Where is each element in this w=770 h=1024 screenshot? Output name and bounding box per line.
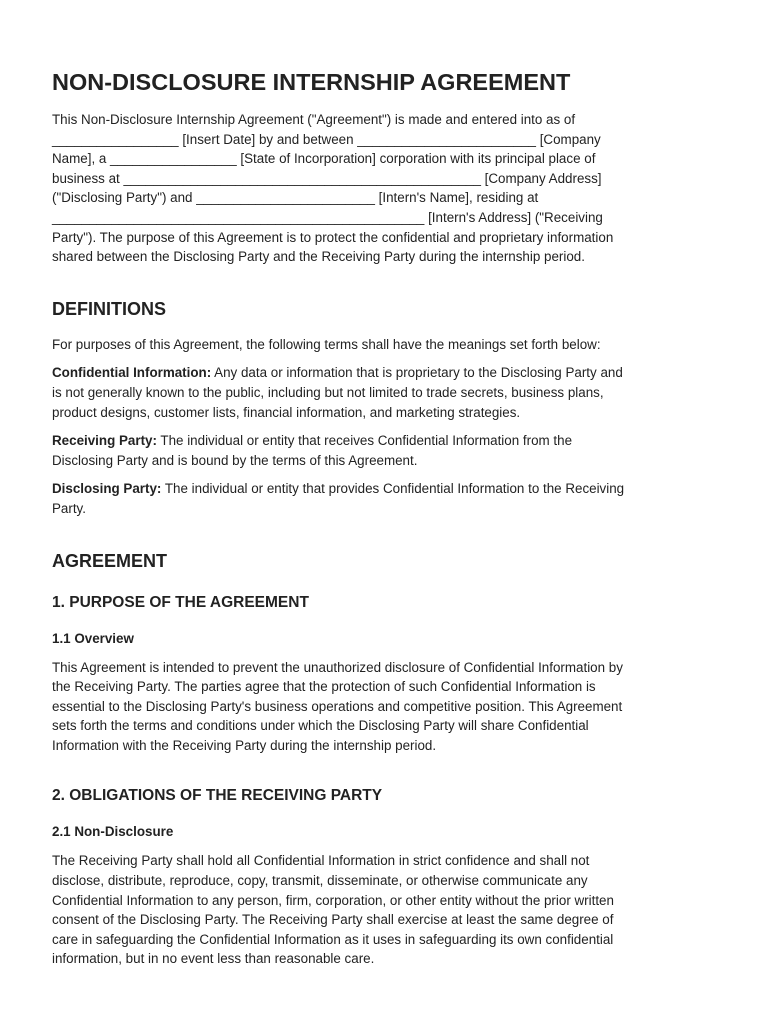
- section-2-1-heading: 2.1 Non-Disclosure: [52, 824, 174, 840]
- intro-line: business at ________________________________________________ [Company Address]: [52, 170, 602, 186]
- paragraph-line: the Receiving Party. The parties agree that the protection of such Confidential Information is: [52, 679, 596, 695]
- definition-text: The individual or entity that receives Confidential Information from the: [156, 433, 573, 449]
- definition-confidential-information: [52, 363, 718, 422]
- document-page: [52, 66, 718, 969]
- paragraph-line: information, but in no event less than reasonable care.: [52, 951, 375, 967]
- intro-line: Party"). The purpose of this Agreement is to protect the confidential and proprietary information: [52, 229, 614, 245]
- definition-term: Disclosing Party:: [52, 481, 162, 497]
- section-1-heading: 1. PURPOSE OF THE AGREEMENT: [52, 593, 309, 611]
- paragraph-line: care in safeguarding the Confidential Information as it uses in safeguarding its own confidential: [52, 931, 614, 947]
- definitions-heading: DEFINITIONS: [52, 298, 167, 319]
- intro-line: shared between the Disclosing Party and the Receiving Party during the internship period.: [52, 249, 585, 265]
- definition-term: Confidential Information:: [52, 365, 212, 381]
- section-2-heading: 2. OBLIGATIONS OF THE RECEIVING PARTY: [52, 787, 383, 805]
- document-title: NON-DISCLOSURE INTERNSHIP AGREEMENT: [52, 69, 571, 95]
- definition-text: Any data or information that is proprietary to the Disclosing Party and: [211, 365, 623, 381]
- section-1-1-paragraph: [52, 658, 718, 756]
- agreement-heading: AGREEMENT: [52, 550, 168, 571]
- paragraph-line: disclose, distribute, reproduce, copy, transmit, disseminate, or otherwise communicate any: [52, 873, 588, 889]
- paragraph-line: essential to the Disclosing Party's business operations and competitive position. This Agreement: [52, 698, 623, 714]
- intro-line: Name], a _________________ [State of Incorporation] corporation with its principal place of: [52, 151, 596, 167]
- definition-text: Party.: [52, 500, 86, 516]
- paragraph-line: This Agreement is intended to prevent the unauthorized disclosure of Confidential Information by: [52, 659, 623, 675]
- definition-text: is not generally known to the public, including but not limited to trade secrets, business plans,: [52, 384, 604, 400]
- definition-receiving-party: [52, 431, 718, 470]
- definition-text: Disclosing Party and is bound by the terms of this Agreement.: [52, 452, 418, 468]
- paragraph-line: sets forth the terms and conditions under which the Disclosing Party will share Confidential: [52, 718, 589, 734]
- intro-line: __________________________________________________ [Intern's Address] ("Receiving: [52, 209, 603, 225]
- paragraph-line: Information with the Receiving Party during the internship period.: [52, 737, 437, 753]
- intro-paragraph: [52, 110, 718, 267]
- intro-line: _________________ [Insert Date] by and between ________________________ [Company: [52, 131, 601, 147]
- paragraph-line: The Receiving Party shall hold all Confidential Information in strict confidence and shall not: [52, 853, 590, 869]
- paragraph-line: Confidential Information to any person, firm, corporation, or other entity without the prior written: [52, 892, 614, 908]
- intro-line: This Non-Disclosure Internship Agreement ("Agreement") is made and entered into as of: [52, 112, 576, 127]
- definition-disclosing-party: [52, 479, 718, 518]
- definition-text: The individual or entity that provides Confidential Information to the Receiving: [161, 481, 625, 497]
- definition-term: Receiving Party:: [52, 433, 157, 449]
- intro-line: ("Disclosing Party") and ________________________ [Intern's Name], residing at: [52, 190, 539, 206]
- definition-text: product designs, customer lists, financial information, and marketing strategies.: [52, 404, 521, 420]
- paragraph-line: consent of the Disclosing Party. The Receiving Party shall exercise at least the same degree of: [52, 912, 614, 928]
- section-2-1-paragraph: [52, 851, 718, 969]
- definitions-lead: For purposes of this Agreement, the following terms shall have the meanings set forth below:: [52, 336, 601, 352]
- section-1-1-heading: 1.1 Overview: [52, 630, 134, 646]
